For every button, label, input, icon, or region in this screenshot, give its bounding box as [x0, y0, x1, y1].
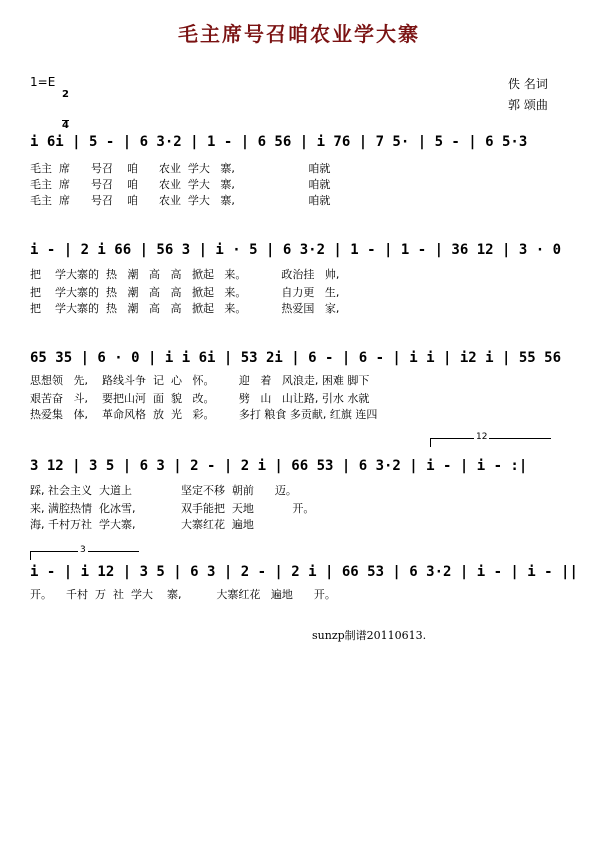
notation-line-2: i - | 2 i 66 | 56 3 | i · 5 | 6 3·2 | 1 - | 1 - | 36 12 | 3 · 0	[30, 242, 562, 258]
lyric-line-3-1: 思想领 先, 路线斗争 记 心 怀。 迎 着 风浪走, 困难 脚下	[30, 374, 370, 387]
tuplet-number-2: 3	[80, 545, 86, 555]
transcriber-signature: sunzp制谱20110613.	[312, 629, 427, 642]
lyric-line-2-3: 把 学大寨的 热 潮 高 高 掀起 来。 热爱国 家,	[30, 302, 340, 315]
lyric-line-4-3: 海, 千村万社 学大寨, 大寨红花 遍地	[30, 518, 254, 531]
lyricist-credit: 佚 名词	[508, 77, 548, 91]
time-signature	[62, 70, 69, 141]
page-title: 毛主席号召咱农业学大寨	[178, 22, 420, 46]
lyric-line-3-3: 热爱集 体, 革命风格 放 光 彩。 多打 粮食 多贡献, 红旗 连四	[30, 408, 378, 421]
time-signature-top: 2	[62, 89, 69, 100]
lyric-line-4-1: 踩, 社会主义 大道上 坚定不移 朝前 迈。	[30, 484, 297, 497]
composer-credit: 郭 颂曲	[508, 98, 548, 112]
lyric-line-5-1: 开。 千村 万 社 学大 寨, 大寨红花 遍地 开。	[30, 588, 336, 601]
key-signature: 1=E	[30, 75, 56, 89]
tuplet-bracket-1	[430, 438, 551, 447]
lyric-line-2-2: 把 学大寨的 热 潮 高 高 掀起 来。 自力更 生,	[30, 286, 340, 299]
lyric-line-1-1: 毛主 席 号召 咱 农业 学大 寨, 咱就	[30, 162, 331, 175]
notation-line-3: 65 35 | 6 · 0 | i i 6i | 53 2i | 6 - | 6 - | i i | i2 i | 55 56	[30, 350, 562, 366]
notation-line-5: i - | i 12 | 3 5 | 6 3 | 2 - | 2 i | 66 53 | 6 3·2 | i - | i - ||	[30, 564, 578, 580]
notation-line-4: 3 12 | 3 5 | 6 3 | 2 - | 2 i | 66 53 | 6 3·2 | i - | i - :|	[30, 458, 528, 474]
tuplet-number-1: 12	[476, 432, 488, 442]
lyric-line-1-3: 毛主 席 号召 咱 农业 学大 寨, 咱就	[30, 194, 331, 207]
lyric-line-3-2: 艰苦奋 斗, 要把山河 面 貌 改。 劈 山 山让路, 引水 水就	[30, 392, 370, 405]
lyric-line-2-1: 把 学大寨的 热 潮 高 高 掀起 来。 政治挂 帅,	[30, 268, 340, 281]
lyric-line-4-2: 来, 满腔热情 化冰雪, 双手能把 天地 开。	[30, 502, 315, 515]
time-signature-bottom: 4	[62, 120, 69, 131]
notation-line-1: i 6i | 5 - | 6 3·2 | 1 - | 6 56 | i 76 | 7 5· | 5 - | 6 5·3	[30, 134, 528, 150]
lyric-line-1-2: 毛主 席 号召 咱 农业 学大 寨, 咱就	[30, 178, 331, 191]
